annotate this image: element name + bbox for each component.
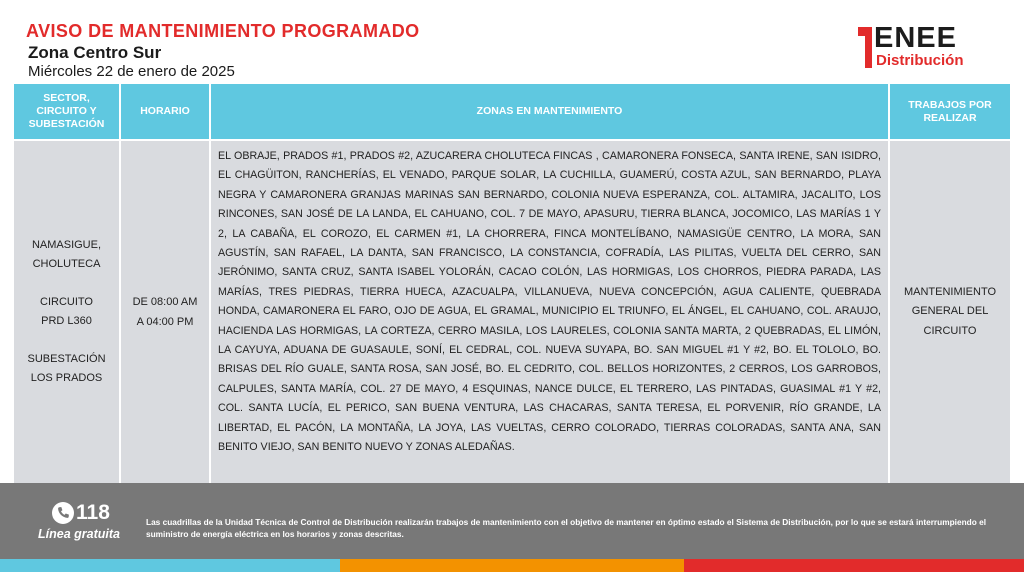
schedule-end: A 04:00 PM <box>136 316 194 328</box>
notice-header <box>0 0 1024 84</box>
stripe-orange <box>340 559 684 572</box>
stripe-cyan <box>0 559 340 572</box>
substation-label: SUBESTACIÓN <box>27 353 106 365</box>
column-header-sector: SECTOR, CIRCUITO Y SUBESTACIÓN <box>14 84 119 139</box>
zone-title <box>28 43 161 63</box>
zones-cell <box>211 141 888 483</box>
enee-logo-mark-icon <box>858 27 872 68</box>
schedule-start: DE 08:00 AM <box>132 296 198 308</box>
phone-caption: Línea gratuita <box>38 527 120 541</box>
circuit-label: CIRCUITO <box>40 296 93 308</box>
works-cell <box>890 141 1010 483</box>
zone-name: Centro Sur <box>73 43 162 62</box>
column-header-zones: ZONAS EN MANTENIMIENTO <box>211 84 888 139</box>
stripe-red <box>684 559 1024 572</box>
schedule-cell <box>121 141 209 483</box>
zones-list: EL OBRAJE, PRADOS #1, PRADOS #2, AZUCARERA CHOLUTECA FINCAS , CAMARONERA FONSECA, SANTA IRENE, SAN ISIDRO, EL CHAGÜITON, RANCHERÍAS, EL VENADO, PARQUE SOLAR, LA CUCHILLA, GUAMERÚ, COSTA AZUL, SAN BERNARDO, PLAYA NEGRA Y CAMARONERA GRANJAS MARINAS SAN BERNARDO, COLONIA NUEVA ESPERANZA, COL. ALTAMIRA, JACALITO, LOS RINCONES, SAN JOSÉ DE LA LANDA, EL CAHUANO, COL. 7 DE MAYO, APASURU, TIERRA BLANCA, JOCOMICO, LAS MARÍAS 1 Y 2, LA CABAÑA, EL COROZO, EL CARMEN #1, LA CHORRERA, FINCA MONTELÍBANO, NAMASIGÜE CENTRO, LA MORA, SAN AGUSTÍN, SAN RAFAEL, LA DANTA, SAN FRANCISCO, LA CONSTANCIA, COFRADÍA, LAS PILITAS, VUELTA DEL CERRO, SAN JERÓNIMO, SANTA CRUZ, SANTA ISABEL YOLORÁN, CACAO COLÓN, LAS HORMIGAS, LOS CHORROS, PIEDRA PARADA, LAS MARÍAS, TRES PIEDRAS, TIERRA HUECA, AZACUALPA, VILLANUEVA, NUEVA CONCEPCIÓN, AGUA CALIENTE, QUEBRADA HONDA, CAMARONERA EL FARO, OJO DE AGUA, EL GRAMAL, MUNICIPIO EL TRIUNFO, EL ÁNGEL, EL CAHUANO, COL. ARAUJO, HACIENDA LAS HORMIGAS, LA CORTEZA, CERRO MASILA, LOS LAURELES, COLONIA SANTA MARTA, 2 QUEBRADAS, EL LIMÓN, LA CAYUYA, ADUANA DE GUASAULE, SONÍ, EL CEDRAL, COL. NUEVA SUYAPA, BO. SAN MIGUEL #1 Y #2, BO. EL TOLOLO, BO. BRISAS DEL RÍO GUALE, SANTA ROSA, SAN JOSÉ, BO. EL CEDRITO, COL. BELLOS HORIZONTES, 2 CERROS, LOS GARROBOS, CALPULES, SANTA MARÍA, COL. 27 DE MAYO, 4 ESQUINAS, NANCE DULCE, EL TERRERO, LAS PINTADAS, GUASIMAL #1 Y #2, COL. SANTA LUCÍA, EL PERICO, SAN BUENA VENTURA, LAS CHACARAS, SANTA TERESA, EL PORVENIR, RÍO GRANDE, LA LIBERTAD, EL PACÓN, LA MONTAÑA, LA JOYA, LAS VUELTAS, CERRO COLORADO, TIERRAS COLORADAS, SANTA ANA, SAN BENITO VIEJO, SAN BENITO NUEVO Y ZONAS ALEDAÑAS. <box>218 150 881 454</box>
enee-logo <box>856 24 1006 74</box>
substation-name: LOS PRADOS <box>30 372 103 384</box>
works-description: MANTENIMIENTO GENERAL DEL CIRCUITO <box>903 285 997 337</box>
sector-cell <box>14 141 119 483</box>
logo-subtitle: Distribución <box>876 52 964 69</box>
column-header-works: TRABAJOS POR REALIZAR <box>890 84 1010 139</box>
table-header <box>14 84 1010 139</box>
notice-title: AVISO DE MANTENIMIENTO PROGRAMADO <box>26 21 420 41</box>
phone-number: 118 <box>76 501 110 524</box>
table-row <box>14 141 1010 483</box>
column-header-schedule: HORARIO <box>121 84 209 139</box>
phone-icon <box>52 502 74 524</box>
circuit-code: PRD L360 <box>41 315 92 327</box>
logo-name: ENEE <box>874 22 957 54</box>
maintenance-date: Miércoles 22 de enero de 2025 <box>28 63 235 80</box>
zone-label: Zona <box>28 43 69 62</box>
footer-notice-text: Las cuadrillas de la Unidad Técnica de Control de Distribución realizarán trabajos de mantenimiento con el objetivo de mantener en óptimo estado el Sistema de Distribución, por lo que se estará interrumpiendo el suministro de energía eléctrica en los horarios y zonas descritas. <box>146 517 987 539</box>
notice-footer <box>0 483 1024 559</box>
maintenance-table <box>14 84 1010 483</box>
sector-name: NAMASIGUE, CHOLUTECA <box>31 239 102 270</box>
